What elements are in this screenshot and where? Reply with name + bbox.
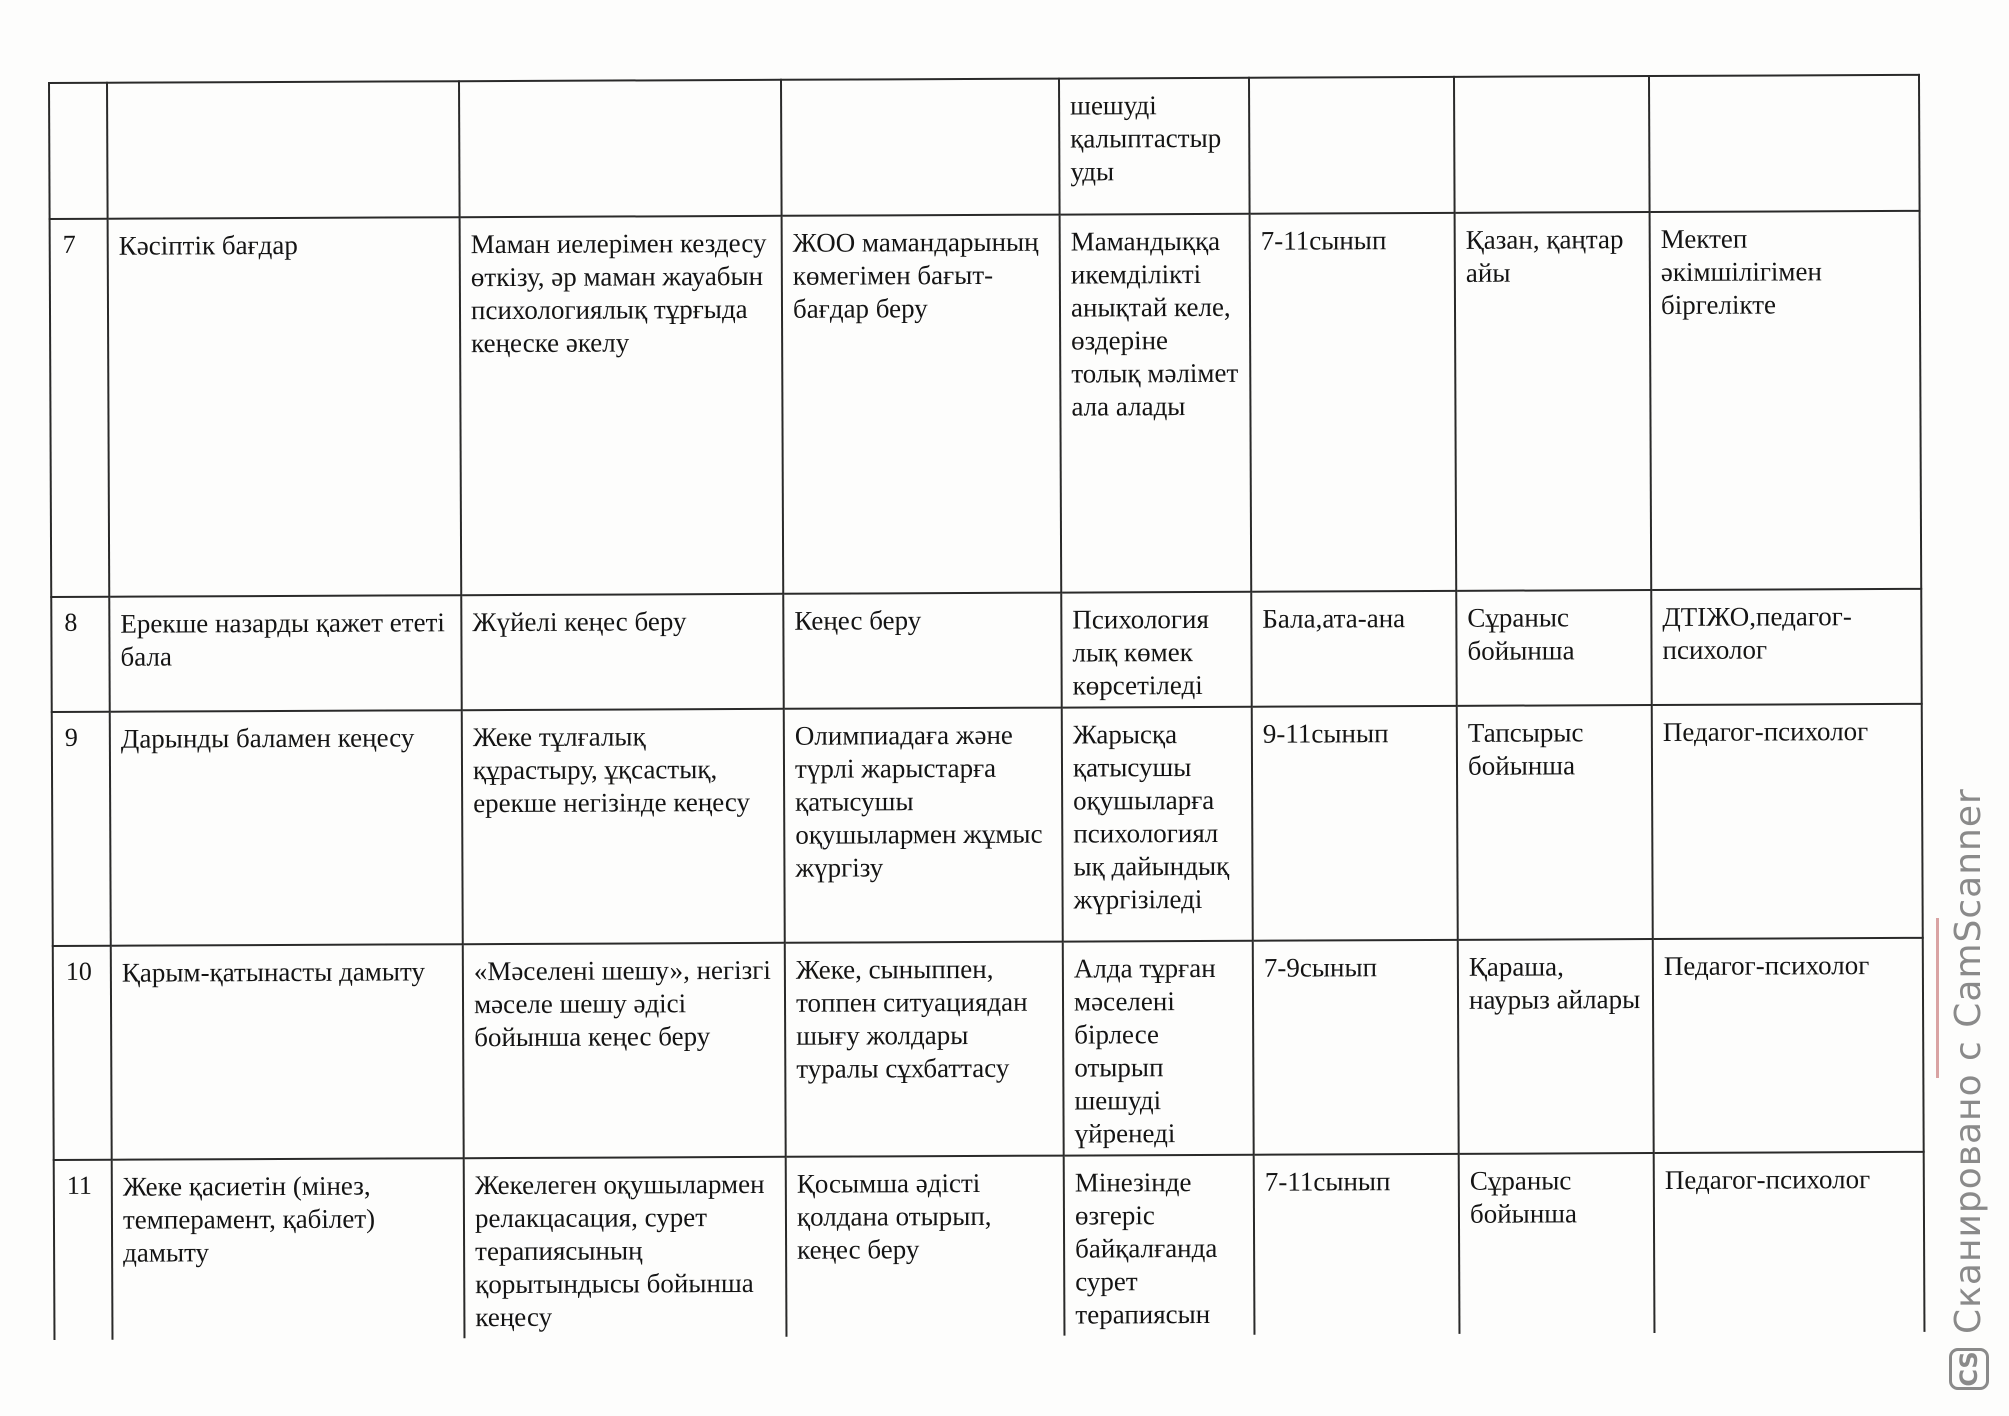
timing-cell: Қазан, қаңтар айы bbox=[1455, 212, 1652, 591]
form-cell: Қосымша әдісті қолдана отырып, кеңес беру bbox=[786, 1156, 1065, 1337]
direction-cell: Ерекше назарды қажет ететі бала bbox=[109, 595, 461, 712]
table-row bbox=[51, 589, 1921, 712]
responsible-cell: Педагог-психолог bbox=[1653, 938, 1924, 1153]
table-row bbox=[49, 75, 1920, 219]
responsible-cell: Педагог-психолог bbox=[1654, 1152, 1925, 1333]
result-cell: Мінезінде өзгеріс байқалғанда сурет терапиясын bbox=[1064, 1155, 1255, 1336]
direction-cell: Кәсіптік бағдар bbox=[108, 217, 462, 597]
plan-table bbox=[48, 74, 1925, 1340]
row-number: 10 bbox=[53, 946, 112, 1160]
row-number: 8 bbox=[51, 597, 110, 712]
camscanner-logo-icon: CS bbox=[1949, 1348, 1989, 1390]
timing-cell: Сұраныс бойынша bbox=[1456, 590, 1651, 706]
form-cell: Жеке, сыныппен, топпен ситуациядан шығу жолдары туралы сұхбаттасу bbox=[785, 942, 1064, 1157]
row-number: 11 bbox=[54, 1160, 113, 1340]
result-cell: Психология лық көмек көрсетіледі bbox=[1061, 592, 1252, 708]
activity-cell: Жеке тұлғалық құрастыру, ұқсастық, ерекше негізінде кеңесу bbox=[462, 709, 785, 944]
activity-cell bbox=[459, 80, 782, 217]
row-number bbox=[49, 83, 108, 219]
watermark-text: Сканировано с CamScanner bbox=[1948, 788, 1989, 1334]
activity-cell: «Мәселені шешу», негізгі мәселе шешу әдісі бойынша кеңес беру bbox=[463, 943, 786, 1158]
table-row bbox=[52, 704, 1923, 946]
direction-cell: Дарынды баламен кеңесу bbox=[110, 710, 463, 946]
timing-cell: Қараша, наурыз айлары bbox=[1458, 939, 1654, 1154]
form-cell: Олимпиадаға және түрлі жарыстарға қатысушы оқушылармен жұмыс жүргізу bbox=[784, 708, 1063, 943]
table-row bbox=[54, 1152, 1925, 1340]
responsible-cell: Педагог-психолог bbox=[1652, 704, 1923, 939]
activity-cell: Маман иелерімен кездесу өткізу, әр маман жауабын психологиялық тұрғыда кеңеске әкелу bbox=[460, 216, 784, 595]
direction-cell: Жеке қасиетін (мінез, темперамент, қабілет) дамыту bbox=[112, 1158, 465, 1340]
form-cell bbox=[781, 79, 1060, 216]
participants-cell: 9-11сынып bbox=[1252, 706, 1458, 941]
table-row bbox=[53, 938, 1924, 1160]
paper-edge-mark bbox=[1936, 918, 1939, 1078]
result-cell: Жарысқа қатысушы оқушыларға психологиял ық дайындық жүргізіледі bbox=[1062, 707, 1253, 942]
timing-cell: Сұраныс бойынша bbox=[1459, 1153, 1655, 1334]
participants-cell: 7-9сынып bbox=[1253, 940, 1459, 1155]
table-row bbox=[50, 211, 1922, 597]
row-number: 7 bbox=[50, 219, 110, 597]
activity-cell: Жекелеген оқушылармен релакцасация, сурет терапиясының қорытындысы бойынша кеңесу bbox=[464, 1157, 787, 1338]
row-number: 9 bbox=[52, 712, 111, 946]
participants-cell bbox=[1249, 77, 1455, 214]
direction-cell: Қарым-қатынасты дамыту bbox=[111, 944, 464, 1160]
responsible-cell: Мектеп әкімшілігімен біргелікте bbox=[1650, 211, 1922, 590]
participants-cell: 7-11сынып bbox=[1250, 213, 1457, 592]
result-cell: Алда тұрған мәселені бірлесе отырып шешуді үйренеді bbox=[1063, 941, 1254, 1156]
direction-cell bbox=[107, 81, 460, 219]
activity-cell: Жүйелі кеңес беру bbox=[461, 594, 783, 710]
participants-cell: Бала,ата-ана bbox=[1251, 591, 1456, 707]
participants-cell: 7-11сынып bbox=[1254, 1154, 1460, 1335]
responsible-cell bbox=[1649, 75, 1920, 212]
form-cell: ЖОО мамандарының көмегімен бағыт-бағдар беру bbox=[782, 215, 1062, 594]
timing-cell: Тапсырыс бойынша bbox=[1457, 705, 1653, 940]
result-cell: шешуді қалыптастыр уды bbox=[1059, 78, 1250, 215]
camscanner-watermark bbox=[1948, 788, 1989, 1390]
form-cell: Кеңес беру bbox=[783, 593, 1061, 709]
timing-cell bbox=[1454, 76, 1650, 213]
responsible-cell: ДТІЖО,педагог-психолог bbox=[1651, 589, 1921, 705]
result-cell: Мамандыққа икемділікті анықтай келе, өздеріне толық мәлімет ала алады bbox=[1060, 214, 1252, 593]
